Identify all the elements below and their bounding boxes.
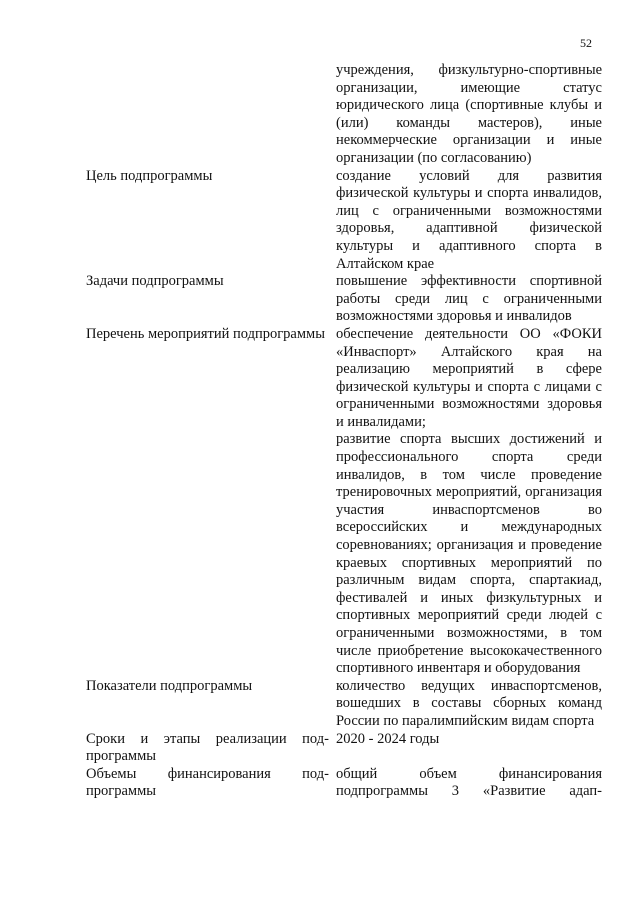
- row-value: [336, 326, 602, 678]
- row-label: Перечень мероприятий подпрограммы: [86, 325, 325, 342]
- value-paragraph: 2020 - 2024 годы: [336, 730, 440, 747]
- value-paragraph: общий объем финансирования подпрограммы 3 «Развитие адап-: [336, 765, 602, 800]
- row-value: [336, 62, 602, 168]
- row-value: [336, 678, 602, 731]
- table-row-activities: [86, 326, 602, 678]
- value-paragraph: развитие спорта высших достижений и профессионального спорта среди инвалидов, в том числе проведение тренировочных мероприятий, организация участия инваспортсменов во всероссийских и международных соревнованиях; организация и проведение краевых спортивных мероприятий по различным видам спорта, спартакиад, фестивалей и иных физкультурных и спортивных мероприятий среди людей с ограниченными возможностями, в том числе приобретение высококачественного спортивного инвентаря и оборудования: [336, 431, 602, 677]
- row-value: [336, 273, 602, 326]
- table-row-indicators: [86, 678, 602, 731]
- row-value: [336, 168, 602, 274]
- table-row-tasks: [86, 273, 602, 326]
- row-label: Задачи подпрограммы: [86, 273, 224, 290]
- row-label: Цель подпрограммы: [86, 167, 213, 184]
- page-number: 52: [580, 36, 592, 50]
- value-paragraph: обеспечение деятельности ОО «ФОКИ «Инваспорт» Алтайского края на реализацию мероприятий в сфере физической культуры и спорта с лицами с ограниченными возможностями здоровья и инвалидами;: [336, 325, 602, 430]
- passport-table: [86, 62, 602, 801]
- table-row-timeline: [86, 731, 602, 766]
- row-value: [336, 731, 602, 749]
- value-paragraph: создание условий для развития физической культуры и спорта инвалидов, лиц с ограниченными возможностями здоровья, адаптивной физической культуры и адаптивного спорта в Алтайском крае: [336, 167, 602, 272]
- row-label: Показатели подпрограммы: [86, 677, 253, 694]
- table-row-goal: [86, 168, 602, 274]
- value-paragraph: количество ведущих инваспортсменов, вошедших в составы сборных команд России по паралимпийским видам спорта: [336, 677, 602, 729]
- table-row-participants: [86, 62, 602, 168]
- table-row-financing: [86, 766, 602, 801]
- row-value: [336, 766, 602, 801]
- row-label: Сроки и этапы реализации подпрограммы: [86, 730, 329, 765]
- row-label: Объемы финансирования подпрограммы: [86, 765, 329, 800]
- value-paragraph: учреждения, физкультурно-спортивные организации, имеющие статус юридического лица (спортивные клубы и (или) команды мастеров), иные некоммерческие организации и иные организации (по согласованию): [336, 62, 602, 166]
- value-paragraph: повышение эффективности спортивной работы среди лиц с ограниченными возможностями здоровья и инвалидов: [336, 273, 602, 325]
